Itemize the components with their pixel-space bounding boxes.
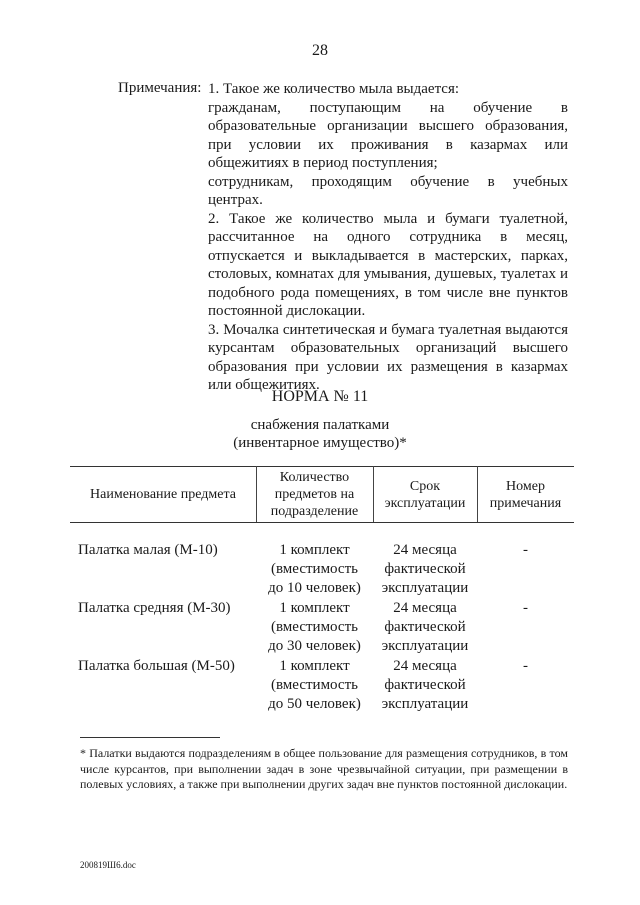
item-quantity: 1 комплект (вместимость до 10 человек) [268,542,361,596]
table-top-rule [70,466,574,467]
note-paragraph: 3. Мочалка синтетическая и бумага туалетная выдаются курсантам образовательных организаций высшего образования при условии их размещения в казармах или общежитиях. [208,321,568,393]
norm-subtitle-line: снабжения палатками [250,417,390,433]
header-name: Наименование предмета [90,487,236,502]
footnote-rule [80,737,220,738]
notes-label: Примечания: [118,80,202,96]
table-header-rule [70,522,574,523]
item-term: 24 месяца фактической эксплуатации [381,600,469,654]
item-note: - [523,600,528,616]
item-quantity: 1 комплект (вместимость до 30 человек) [268,600,361,654]
footnote: * Палатки выдаются подразделениям в общее пользование для размещения сотрудников, в том числе курсантов, при выполнении задач в зоне чрезвычайной ситуации, при размещении в полевых условиях, а также при выполнении других задач вне пунктов постоянной дислокации. [80,746,568,791]
item-note: - [523,542,528,558]
file-name: 200819Ш6.doc [80,860,136,870]
note-paragraph: 1. Такое же количество мыла выдается: [208,81,460,97]
norm-subtitle-line: (инвентарное имущество)* [233,435,407,451]
page-number: 28 [312,42,328,59]
notes-body [208,80,568,395]
item-name: Палатка средняя (М-30) [78,600,231,616]
item-name: Палатка большая (М-50) [78,658,235,674]
norm-subtitle [0,416,640,452]
norm-title: НОРМА № 11 [271,388,369,405]
note-paragraph: сотрудникам, проходящим обучение в учебных центрах. [208,173,568,208]
note-paragraph: гражданам, поступающим на обучение в образовательные организации высшего образования, при условии их проживания в казармах или общежитиях в период поступления; [208,99,568,171]
header-term: Срок эксплуатации [384,479,466,511]
item-term: 24 месяца фактической эксплуатации [381,658,469,712]
item-name: Палатка малая (М-10) [78,542,218,558]
header-quantity: Количество предметов на подразделение [270,470,359,519]
item-quantity: 1 комплект (вместимость до 50 человек) [268,658,361,712]
item-note: - [523,658,528,674]
item-term: 24 месяца фактической эксплуатации [381,542,469,596]
header-note: Номер примечания [489,479,562,511]
note-paragraph: 2. Такое же количество мыла и бумаги туалетной, рассчитанное на одного сотрудника в месяц, отпускается и выкладывается в мастерских, парках, столовых, комнатах для умывания, душевых, туалетах и подобного рода помещениях, в том числе вне пунктов постоянной дислокации. [208,210,568,319]
